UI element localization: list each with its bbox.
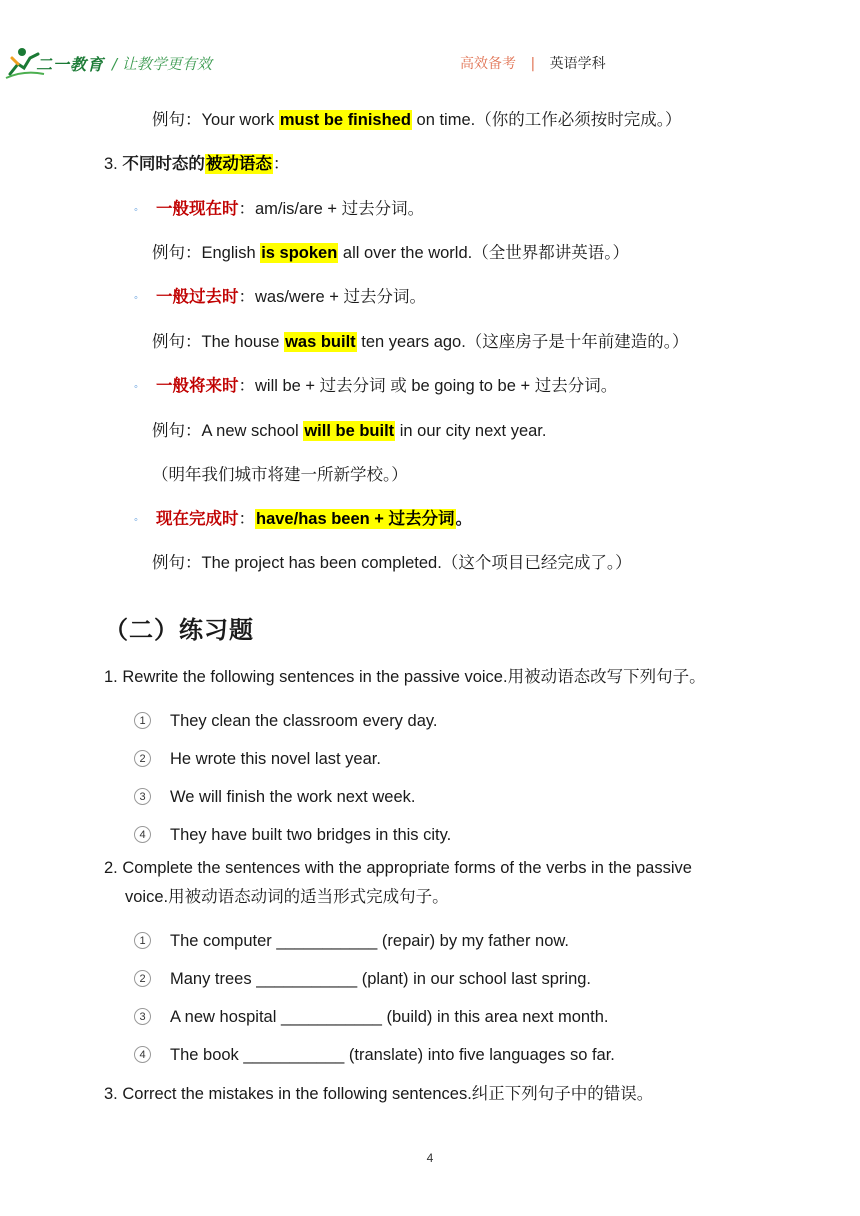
header-tag: 高效备考 <box>460 56 516 72</box>
example-past-simple: 例句：The house was built ten years ago.（这座房子是十年前建造的。） <box>152 333 689 351</box>
tense-future-simple: 一般将来时：will be + 过去分词 或 be going to be + 过去分词。 <box>156 377 618 395</box>
question-2-line2: voice.用被动语态动词的适当形式完成句子。 <box>125 888 449 906</box>
header-subject-name: 英语学科 <box>549 56 606 72</box>
section-3-title: 3. 不同时态的被动语态： <box>104 155 290 173</box>
q2-item: The book ___________ (translate) into five languages so far. <box>170 1046 615 1064</box>
bullet-icon: ◦ <box>134 514 138 526</box>
item-number-circle: 3 <box>134 1008 151 1025</box>
q1-item: They have built two bridges in this city. <box>170 826 452 844</box>
tense-past-simple: 一般过去时：was/were + 过去分词。 <box>156 288 426 306</box>
question-1: 1. Rewrite the following sentences in the passive voice.用被动语态改写下列句子。 <box>104 668 706 686</box>
page-header <box>0 0 860 90</box>
item-number-circle: 2 <box>134 750 151 767</box>
bullet-icon: ◦ <box>134 204 138 216</box>
tense-present-simple: 一般现在时：am/is/are + 过去分词。 <box>156 200 425 218</box>
example-future-simple: 例句：A new school will be built in our city next year. <box>152 422 547 440</box>
brand-slogan: / 让教学更有效 <box>112 55 212 73</box>
q1-item: They clean the classroom every day. <box>170 712 438 730</box>
header-separator: | <box>530 56 536 72</box>
q1-item: He wrote this novel last year. <box>170 750 381 768</box>
bullet-icon: ◦ <box>134 292 138 304</box>
question-2: 2. Complete the sentences with the appropriate forms of the verbs in the passive <box>104 859 692 877</box>
q2-item: The computer ___________ (repair) by my father now. <box>170 932 569 950</box>
item-number-circle: 2 <box>134 970 151 987</box>
q2-item: Many trees ___________ (plant) in our school last spring. <box>170 970 591 988</box>
q2-item: A new hospital ___________ (build) in this area next month. <box>170 1008 609 1026</box>
item-number-circle: 4 <box>134 826 151 843</box>
example-present-perfect: 例句：The project has been completed.（这个项目已经完成了。） <box>152 554 632 572</box>
practice-heading: （二）练习题 <box>104 616 254 644</box>
header-subject <box>460 53 606 73</box>
example-present-simple: 例句：English is spoken all over the world.（全世界都讲英语。） <box>152 244 629 262</box>
example-future-translation: （明年我们城市将建一所新学校。） <box>152 466 408 484</box>
item-number-circle: 1 <box>134 932 151 949</box>
question-3: 3. Correct the mistakes in the following sentences.纠正下列句子中的错误。 <box>104 1085 654 1103</box>
q1-item: We will finish the work next week. <box>170 788 416 806</box>
intro-example: 例句：Your work must be finished on time.（你的工作必须按时完成。） <box>152 111 682 129</box>
tense-present-perfect: 现在完成时：have/has been + 过去分词。 <box>156 510 473 528</box>
item-number-circle: 1 <box>134 712 151 729</box>
page-number: 4 <box>426 1151 434 1165</box>
brand-name: 二一教育 <box>36 57 105 74</box>
item-number-circle: 4 <box>134 1046 151 1063</box>
bullet-icon: ◦ <box>134 381 138 393</box>
item-number-circle: 3 <box>134 788 151 805</box>
